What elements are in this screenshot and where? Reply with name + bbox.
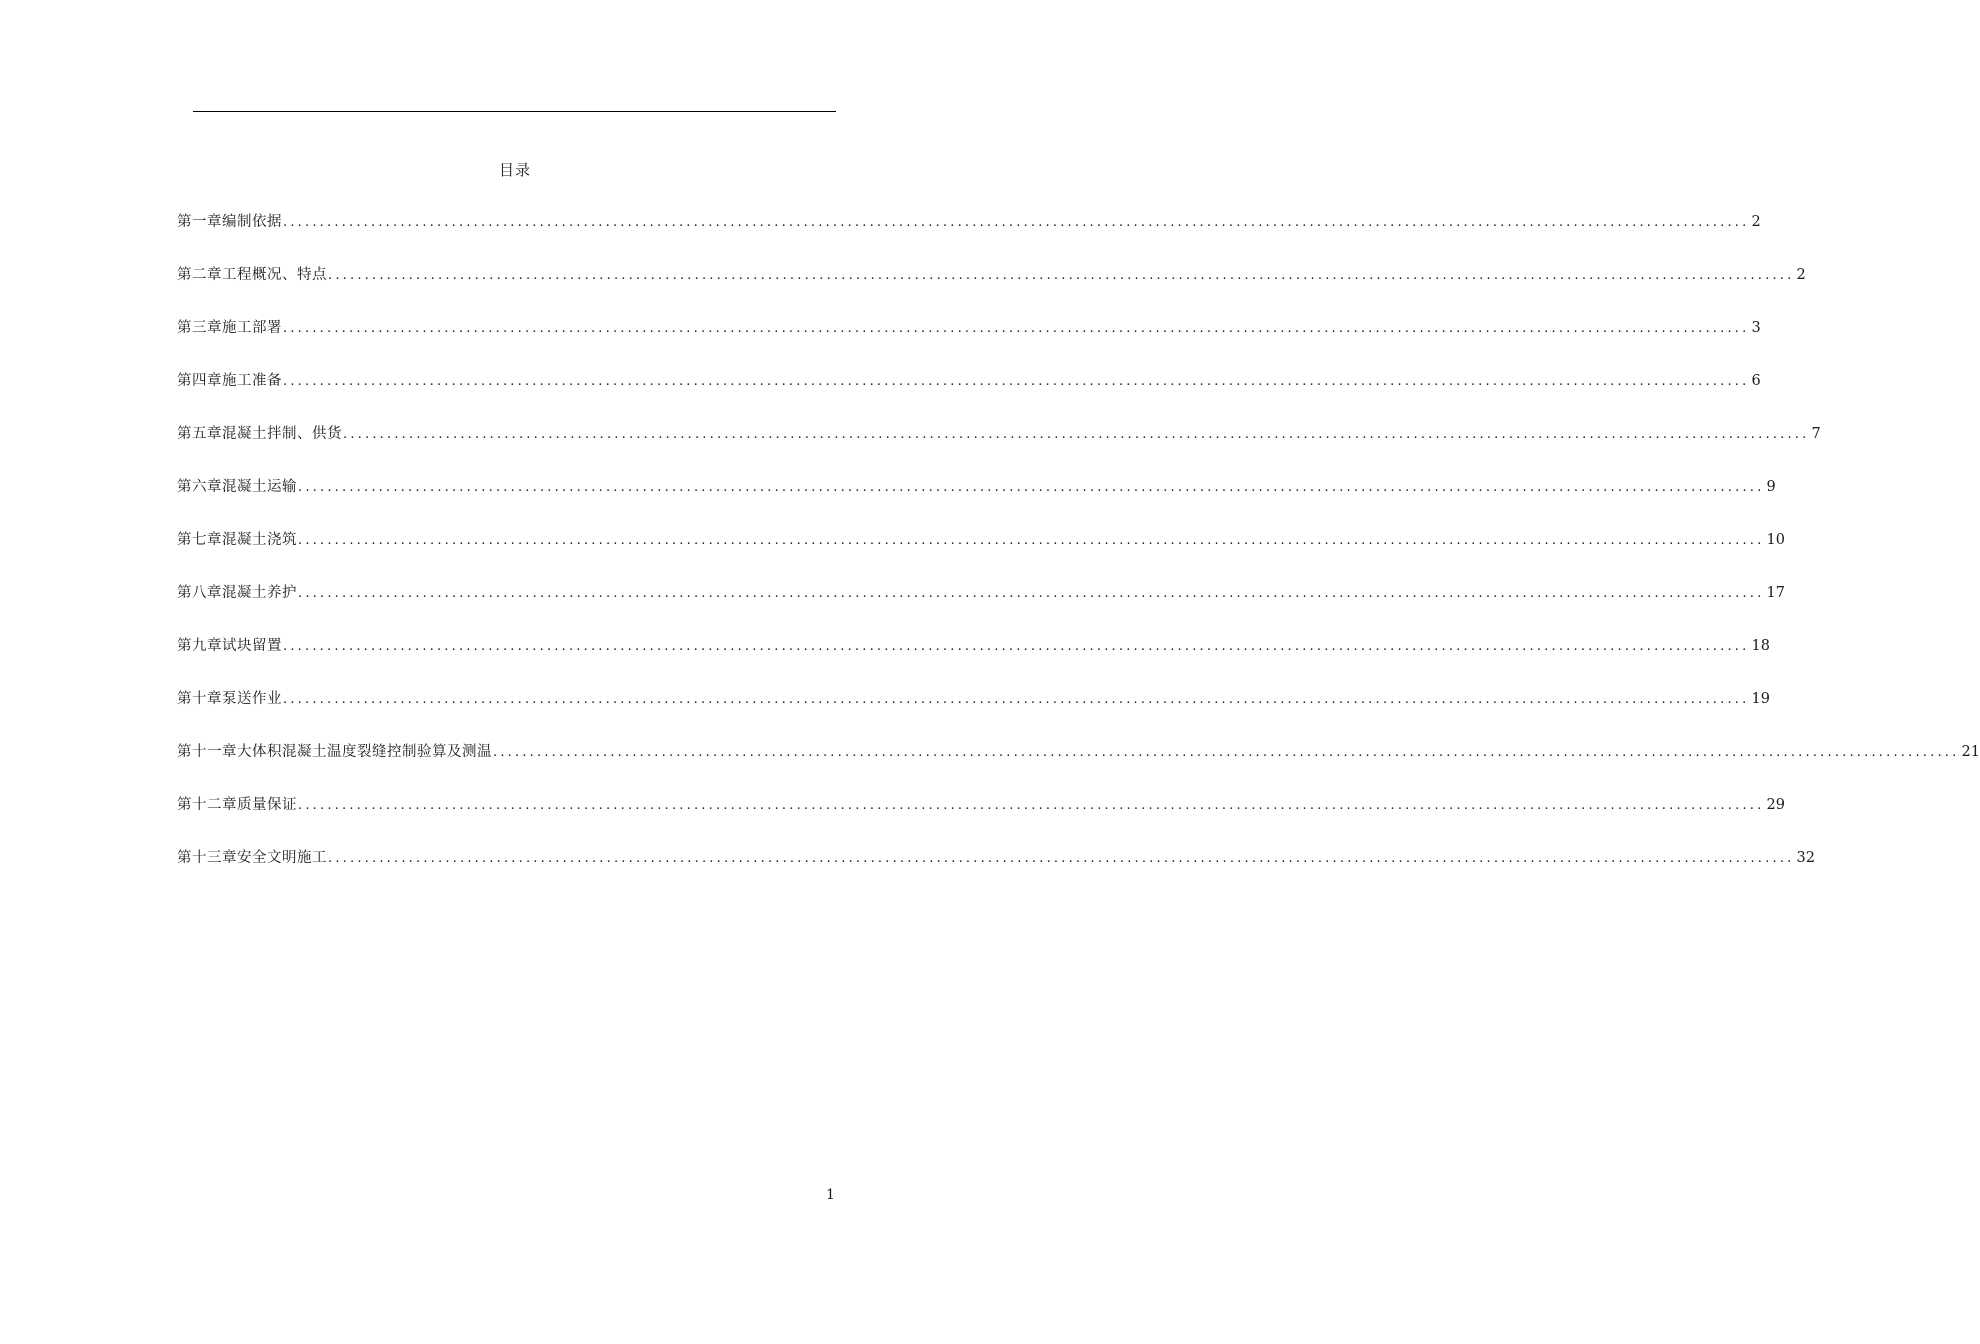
toc-entry[interactable] (177, 210, 1761, 263)
page-number: 1 (826, 1187, 835, 1203)
toc-chapter: 第四章 (177, 373, 222, 389)
toc-entry[interactable] (177, 263, 1806, 316)
toc-entry[interactable] (177, 581, 1785, 634)
toc-entry-title: 混凝土养护 (222, 585, 297, 601)
toc-chapter: 第九章 (177, 638, 222, 654)
toc-leader: ........................................................................................................................................................................................................ (328, 851, 1795, 866)
toc-page-number: 6 (1751, 373, 1761, 389)
toc-leader: ........................................................................................................................................................................................................ (298, 480, 1765, 495)
toc-chapter: 第十章 (177, 691, 222, 707)
toc-entry[interactable] (177, 687, 1770, 740)
toc-leader: ........................................................................................................................................................................................................ (298, 586, 1765, 601)
toc-chapter: 第三章 (177, 320, 222, 336)
toc-page-number: 10 (1766, 532, 1785, 548)
toc-entry-title: 编制依据 (222, 214, 282, 230)
toc-entry[interactable] (177, 475, 1776, 528)
toc-entry-title: 试块留置 (222, 638, 282, 654)
toc-page-number: 18 (1751, 638, 1770, 654)
toc-entry-title: 大体积混凝土温度裂缝控制验算及测温 (237, 744, 492, 760)
toc-leader: ........................................................................................................................................................................................................ (343, 427, 1810, 442)
toc-page-number: 2 (1751, 214, 1761, 230)
toc-entry-title: 混凝土拌制、供货 (222, 426, 342, 442)
toc-page-number: 21 (1961, 744, 1980, 760)
toc-leader: ........................................................................................................................................................................................................ (283, 374, 1750, 389)
toc-chapter: 第八章 (177, 585, 222, 601)
toc-entry[interactable] (177, 422, 1821, 475)
toc-leader: ........................................................................................................................................................................................................ (298, 533, 1765, 548)
toc-chapter: 第一章 (177, 214, 222, 230)
toc-entry-title: 质量保证 (237, 797, 297, 813)
toc-page-number: 9 (1766, 479, 1776, 495)
toc-entry[interactable] (177, 634, 1770, 687)
toc-chapter: 第五章 (177, 426, 222, 442)
toc-entry-title: 施工部署 (222, 320, 282, 336)
toc-entry-title: 混凝土浇筑 (222, 532, 297, 548)
toc-leader: ........................................................................................................................................................................................................ (328, 268, 1795, 283)
toc-leader: ........................................................................................................................................................................................................ (283, 321, 1750, 336)
toc-entry-title: 泵送作业 (222, 691, 282, 707)
toc-list (177, 210, 1980, 899)
toc-chapter: 第十三章 (177, 850, 237, 866)
toc-entry[interactable] (177, 793, 1785, 846)
toc-chapter: 第六章 (177, 479, 222, 495)
toc-page-number: 3 (1751, 320, 1761, 336)
toc-entry[interactable] (177, 740, 1980, 793)
toc-chapter: 第七章 (177, 532, 222, 548)
toc-leader: ........................................................................................................................................................................................................ (298, 798, 1765, 813)
toc-entry-title: 施工准备 (222, 373, 282, 389)
toc-page-number: 32 (1796, 850, 1815, 866)
toc-leader: ........................................................................................................................................................................................................ (283, 639, 1750, 654)
toc-entry[interactable] (177, 369, 1761, 422)
toc-page-number: 17 (1766, 585, 1785, 601)
toc-page-number: 29 (1766, 797, 1785, 813)
toc-leader: ........................................................................................................................................................................................................ (283, 215, 1750, 230)
toc-entry[interactable] (177, 316, 1761, 369)
toc-chapter: 第二章 (177, 267, 222, 283)
toc-leader: ........................................................................................................................................................................................................ (493, 745, 1960, 760)
toc-entry[interactable] (177, 846, 1815, 899)
toc-page-number: 7 (1811, 426, 1821, 442)
toc-entry[interactable] (177, 528, 1785, 581)
toc-page-number: 19 (1751, 691, 1770, 707)
toc-entry-title: 工程概况、特点 (222, 267, 327, 283)
toc-entry-title: 混凝土运输 (222, 479, 297, 495)
toc-title: 目录 (498, 161, 531, 179)
toc-entry-title: 安全文明施工 (237, 850, 327, 866)
toc-leader: ........................................................................................................................................................................................................ (283, 692, 1750, 707)
toc-chapter: 第十一章 (177, 744, 237, 760)
header-rule (193, 111, 836, 112)
toc-chapter: 第十二章 (177, 797, 237, 813)
toc-page-number: 2 (1796, 267, 1806, 283)
